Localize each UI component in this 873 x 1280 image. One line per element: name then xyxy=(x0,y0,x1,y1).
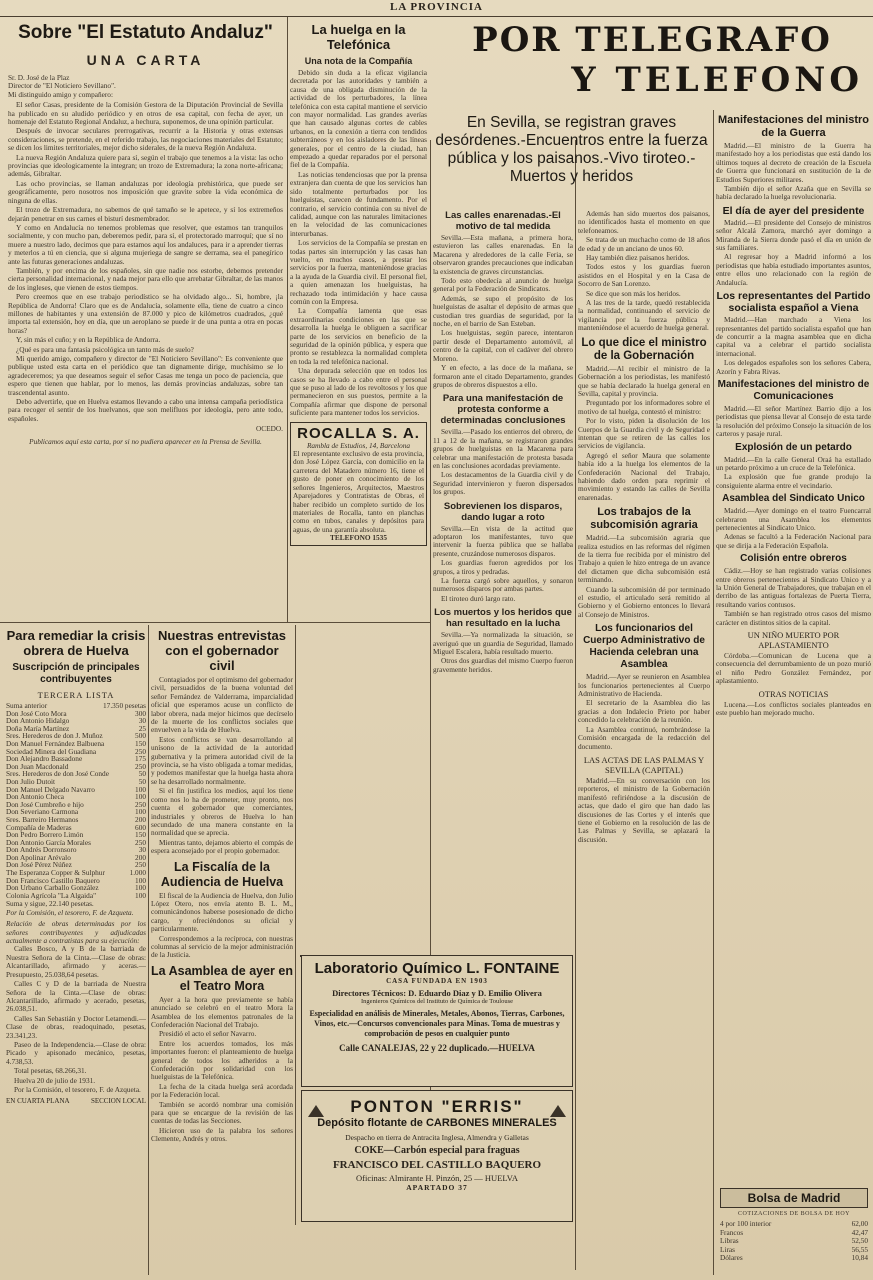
salutation: Sr. D. José de la Plaz Director de "El Noticiero Sevillano". Mi distinguido amigo y compañero: xyxy=(8,73,116,99)
article-body xyxy=(578,365,710,503)
list-title: TERCERA LISTA xyxy=(37,690,115,700)
footer-refs xyxy=(6,1097,146,1105)
headline: Sobre "El Estatuto Andaluz" xyxy=(18,22,273,43)
paragraph: Madrid.—Ayer se reunieron en Asamblea los funcionarios pertenecientes al Cuerpo Administrativo de Hacienda. xyxy=(578,672,710,699)
contributor-amount: 150 xyxy=(135,738,146,748)
paragraph: Madrid.—Al recibir el ministro de la Gobernación a los periodistas, les manifestó que se había declarado la huelga general en Sevilla, capital y provincia. xyxy=(578,363,710,398)
paragraph: Sevilla.—En vista de la actitud que adoptaron los manifestantes, tuvo que intervenir la fuerza pública que se hallaba presente, cruzándose numerosos disparos. xyxy=(433,523,573,558)
article-body xyxy=(151,996,293,1144)
contributor-name: The Esperanza Copper & Sulphur xyxy=(6,868,105,878)
column-rule xyxy=(295,625,296,1225)
paragraph: Madrid.—En su conversación con los reporteros, el ministro de la Gobernación manifestó refiriéndose a la discusión de actas, que dado el giro que han dado las discusiones de las Cortes y el interés que tiene el Gobierno en la resolución de las de Las Palmas y Sevilla, se aplazará la discusión. xyxy=(578,775,710,844)
contributor-amount: 300 xyxy=(135,708,146,718)
paragraph: Además, se supo el propósito de los huelguistas de asaltar el depósito de armas que custodian tres guardias de seguridad, por la noche, en el barrio de San Esteban. xyxy=(433,293,573,329)
paragraph: La nueva Región Andaluza quiere para sí, según el trabajo que tenemos a la vista: las ocho provincias que ideologicamente la integran; un trozo de Extremadura; la zona norte-africana; además, Gibraltar. xyxy=(8,152,283,179)
contributor-amount: 250 xyxy=(135,746,146,756)
contributor-name: Don Alejandro Bassadone xyxy=(6,754,83,764)
contributor-name: Don Andrés Dorronsoro xyxy=(6,845,77,855)
paragraph: Todo esto obedecía al anuncio de huelga general por la Federación de Sindicatos. xyxy=(433,276,573,294)
relation-list xyxy=(6,945,146,1094)
contributor-name: Don Antonio García Morales xyxy=(6,837,91,847)
arrow-right-icon xyxy=(550,1105,566,1117)
ad-address: Calle CANALEJAS, 22 y 22 duplicado.—HUELVA xyxy=(339,1043,535,1053)
paragraph: Estos conflictos se van desarrollando al unísono de la actividad de la autoridad gubernativa y la primera autoridad civil de la provincia, se ha visto obligada a tomar medidas, y podemos manifestar que la huelga hasta ahora se ha desarrollado normalmente. xyxy=(151,734,293,786)
contributor-name: Don Manuel Delgado Navarro xyxy=(6,784,95,794)
paragraph: Adenas se facultó a la Federación Nacional para que se dirija a la Federación Española. xyxy=(716,532,871,550)
paragraph: Los guardias fueron agredidos por los grupos, a tiros y pedradas. xyxy=(433,558,573,576)
ad-line1: Despacho en tierra de Antracita Inglesa, Almendra y Galletas xyxy=(345,1133,529,1142)
subhead-actas: LAS ACTAS DE LAS PALMAS Y SEVILLA (CAPITAL) xyxy=(583,754,705,775)
article-body xyxy=(716,405,871,439)
paragraph: Hicieron uso de la palabra los señores Clemente, Andrés y otros. xyxy=(151,1125,293,1144)
paragraph: Sevilla.—Pasado los entierros del obrero, de 11 a 12 de la mañana, se registraron grandes grupos de huelguistas en la Macarena para celebrar una manifestación de protesta basada en las conclusiones acordadas previamente. xyxy=(433,427,573,470)
subhead-colision: Colisión entre obreros xyxy=(740,553,847,565)
contributor-amount: 250 xyxy=(135,837,146,847)
ad-name: FRANCISCO DEL CASTILLO BAQUERO xyxy=(332,1159,542,1171)
ad-title: ROCALLA S. A. xyxy=(297,424,420,442)
article-body xyxy=(578,777,710,844)
banner-line-2: Y TELEFONO xyxy=(571,60,863,100)
paragraph: Madrid.—La subcomisión agraria que realiza estudios en las reformas del régimen de la tierra fue recibida por el ministro del Trabajo a quien le hizo entrega de un avance del dictamen que dicha subcomisión está terminando. xyxy=(578,533,710,585)
paragraph: Calles Bosco, A y B de la barriada de Nuestra Señora de la Cinta.—Clase de obras: Alcantarillado, afirmado y aceras.—Presupuesto, 25.038,64 pesetas. xyxy=(6,944,146,979)
contributor-amount: 250 xyxy=(135,799,146,809)
paragraph: Pero creemos que en ese trabajo periodístico se ha olvidado algo... Si, hombre, ¡la República de Andorra! Claro que es de Andalucía, solamente ella, tiene de cuatro a cinco millones de habitantes y una extensión de 87.000 y pico de kilómetros cuadrados, ¿qué importa tal extensión, hoy en día, que un aeroplano se puede ir de una punta a otra en pocas horas? xyxy=(8,292,283,335)
bolsa-title: Bolsa de Madrid xyxy=(747,1191,841,1205)
paragraph: Cuando la subcomisión dé por terminado el estudio, el articulado será remitido al Gobierno y el Gobierno entonces lo llevará al Consejo de Ministros. xyxy=(578,584,710,619)
contributor-amount: 100 xyxy=(135,883,146,893)
article-body xyxy=(433,525,573,604)
ponton-ad xyxy=(301,1090,573,1222)
main-headline-text: En Sevilla, se registran graves desórdenes.-Encuentros entre la fuerza pública y los paisanos.-Vivo tiroteo.-Muertos y heridos xyxy=(435,114,708,185)
paragraph: La explosión que fue grande produjo la consiguiente alarma entre el vecindario. xyxy=(716,472,871,490)
paragraph: Agregó el señor Maura que solamente había ido a la huelga los elementos de la Confederación Nacional del Trabajo, habiendo dado orden para reprimir el movimiento y estando las calles de Sevilla enarenadas. xyxy=(578,450,710,502)
footer-right: SECCION LOCAL xyxy=(90,1097,146,1106)
masthead-title: LA PROVINCIA xyxy=(390,1,483,13)
ad-subtitle: Depósito flotante de CARBONES MINERALES xyxy=(317,1117,557,1129)
bolsa-title-box xyxy=(720,1188,868,1208)
contributor-name: Sociedad Minera del Guadiana xyxy=(6,746,97,756)
footer-left: EN CUARTA PLANA xyxy=(6,1097,70,1106)
article-body xyxy=(716,701,871,718)
paragraph: Entre los acuerdos tomados, los más importantes fueron: el planteamiento de huelga general de todos los adheridos a la Confederación por solidaridad con los huelguistas de la Telefónica. xyxy=(151,1038,293,1082)
paragraph: Los huelguistas, según parece, intentaron partir desde el Departamento automóvil, al centro de la capital, con el cadáver del obrero Moreno. xyxy=(433,328,573,363)
ad-founded: CASA FUNDADA EN 1903 xyxy=(386,977,488,985)
ad-address: Oficinas: Almirante H. Pinzón, 25 — HUELVA xyxy=(356,1173,518,1183)
subhead-hacienda: Los funcionarios del Cuerpo Administrativo de Hacienda celebran una Asamblea xyxy=(583,623,705,671)
paragraph: Después de invocar seculares prerrogativas, recurrir a la Historia y otras extensas consideraciones, se pretende, en el referido trabajo, las negociaciones materiales del Estatuto; se dicen los limites territoriales, mejor dicho siderales, de la nueva Región Andaluza. xyxy=(8,126,283,153)
table-row xyxy=(720,1254,868,1262)
contributor-name: Compañía de Maderas xyxy=(6,822,72,832)
contributor-name: Don Francisco Castillo Baquero xyxy=(6,875,100,885)
paragraph: Se trata de un muchacho como de 18 años de edad y de un anciano de unos 60. xyxy=(578,235,710,253)
subhead-fiscalia: La Fiscalía de la Audiencia de Huelva xyxy=(160,859,284,889)
article-body xyxy=(716,142,871,202)
paragraph: Al regresar hoy a Madrid informó a los periodistas que había estudiado importantes asuntos, entre ellos uno relacionado con la región de Andalucía. xyxy=(716,252,871,287)
ad-subtitle: Rambla de Estudios, 14, Barcelona xyxy=(306,440,411,450)
masthead-bar xyxy=(0,0,873,17)
contributor-amount: 250 xyxy=(135,860,146,870)
paragraph: El secretario de la Asamblea dio las gracias a don Indalecio Prieto por haber concedido la celebración de la reunión. xyxy=(578,698,710,725)
paragraph: Todos estos y los guardias fueron asistidos en el Hospital y en la Casa de Socorro de San Lorenzo. xyxy=(578,262,710,289)
bolsa-header: COTIZACIONES DE BOLSA DE HOY xyxy=(738,1211,850,1217)
fontaine-ad xyxy=(301,955,573,1087)
contributor-amount: 30 xyxy=(138,845,146,855)
paragraph: Las ocho provincias, se llaman andaluzas por ideología prehistórica, que puede ser geográficamente, pero nosotros nos imposición que gravite sobre la vida económica de ninguna de ellas. xyxy=(8,178,283,205)
article-body xyxy=(8,101,283,423)
row-label: Libras xyxy=(720,1236,739,1246)
paragraph: También dijo el señor Azaña que en Sevilla se había declarado la huelga revolucionaria. xyxy=(716,184,871,202)
contributor-name: Don Manuel Fernández Balbuena xyxy=(6,738,105,748)
paragraph: Los delegados españoles son los señores Cabera, Azorín y Fabra Rivas. xyxy=(716,358,871,376)
contributor-name: Doña María Martínez xyxy=(6,723,70,733)
telegrafo-banner xyxy=(433,20,871,110)
paragraph: Madrid.—El señor Martínez Barrio dijo a los periodistas que piensa llevar al Consejo de esta tarde la resolución del próximo Consejo la situación de los carteros y pasaje rural. xyxy=(716,403,871,439)
article-telefonica xyxy=(290,22,427,620)
headline: Nuestras entrevistas con el gobernador civil xyxy=(158,628,286,673)
article-body xyxy=(290,69,427,418)
column-madrid xyxy=(716,114,871,1274)
paragraph: La fuerza cargó sobre aquellos, y sonaron numerosos disparos por ambas partes. xyxy=(433,576,573,594)
paragraph: Una depurada selección que en todos los casos se ha llevado a cabo entre el personal que se puso al lado de los revoltosos y los que permanecieron en sus puestos, permite a la Compañía afirmar que dispone de personal suficiente para mantener todos los servicios. xyxy=(290,366,427,418)
contributor-amount: 1.000 xyxy=(129,868,146,878)
contributor-amount: 100 xyxy=(135,890,146,900)
contributor-name: Don Pedro Borrero Limón xyxy=(6,830,84,840)
ad-title: Laboratorio Químico L. FONTAINE xyxy=(314,960,560,977)
contributor-amount: 17.350 pesetas xyxy=(103,701,146,710)
signature: OCEDO. xyxy=(256,424,283,434)
paragraph: Contagiados por el optimismo del gobernador civil, persuadidos de la buena voluntad del señor Fernández de Valderrama, imparcialidad oficial que esperamos acuse un conflicto de labor obrera, nada mejor hicimos que decírselo de la muerte de los conflictos sociales que envuelven a la vida de Huelva. xyxy=(151,675,293,735)
article-body xyxy=(578,673,710,751)
paragraph: Los servicios de la Compañía se prestan en todas partes sin interrupción y las casas han vuelto, en muchos casos, a prestar los servicios por la fuerza, manteniéndose gracias a la ayuda de la Guardia civil. El personal fiel, a quien amenazan los huelguistas, ha rechazado toda intimidación y hace causa común con la Empresa. xyxy=(290,238,427,306)
paragraph: ¿Qué es para una fantasía psicológica un tanto más de suelo? xyxy=(16,344,194,354)
contributor-name: Don José Coto Mora xyxy=(6,708,67,718)
contributor-name: Don Julio Dutoit xyxy=(6,776,56,786)
paragraph: Y en efecto, a las doce de la mañana, se formaron ante el citado Departamento, grandes grupos de obreros dispuestos a ello. xyxy=(433,363,573,389)
paragraph: Si el fin justifica los medios, aquí los tiene como nos lo ha de prometer, muy pronto, nos cuenta el gobernador que comerciantes, industriales y obreros de Huelva lo han secundado de una manera constante en la normalidad que se aprecia. xyxy=(151,786,293,838)
paragraph: Las noticias tendenciosas que por la prensa extranjera dan cuenta de que los servicios han sido totalmente perturbados por los huelguistas, carecen de fundamento. Por el contrario, el servicio continúa con su nivel de calidad, aunque con las naturales limitaciones en la velocidad de las comunicaciones interurbanas. xyxy=(290,169,427,238)
subhead-comunicaciones: Manifestaciones del ministro de Comunicaciones xyxy=(717,378,870,402)
table-row xyxy=(720,1237,868,1245)
paragraph: Huelva 20 de julio de 1931. xyxy=(14,1075,96,1085)
contributor-amount: 100 xyxy=(135,875,146,885)
list-item xyxy=(6,892,146,900)
paragraph: Mi querido amigo, compañero y director de "El Noticiero Sevillano": Es conveniente que publique usted esta carta en el periódico que tan dignamente dirige, muchísimo se lo agradeceremos; ya que deseamos seguir el señor Casas me tenga un poco de paciencia, que espero que tienen que hablar, por lo menos, las demás provincias andaluzas, sobre tan trascendental asunto. xyxy=(8,354,283,397)
article-body xyxy=(151,676,293,856)
paragraph: Madrid.—En la calle General Oraá ha estallado un petardo próximo a un cruce de la Telefónica. xyxy=(716,454,871,472)
article-body xyxy=(716,567,871,627)
paragraph: La fecha de la citada huelga será acordada por la Federación local. xyxy=(151,1081,293,1100)
paragraph: El trozo de Extremadura, no sabemos de qué tamaño se le apetece, y sí los extremeños dejarán penetrar en sus carnes el bisturí desmembrador. xyxy=(8,205,283,223)
subhead-agraria: Los trabajos de la subcomisión agraria xyxy=(590,506,698,532)
ad-line2: COKE—Carbón especial para fraguas xyxy=(354,1145,520,1156)
row-value: 10,84 xyxy=(851,1253,868,1263)
contributor-name: Sres. Barreiro Hermanos xyxy=(6,814,79,824)
ad-box: APARTADO 37 xyxy=(406,1183,468,1192)
kicker: Una nota de la Compañía xyxy=(304,56,413,66)
paragraph: La Asamblea continuó, nombrándose la Comisión encargada de la redacción del documento. xyxy=(578,724,710,751)
row-label: Francos xyxy=(720,1227,744,1237)
table-row xyxy=(720,1229,868,1237)
contributor-amount: 500 xyxy=(135,731,146,741)
paragraph: Ayer a la hora que previamente se había anunciado se celebró en el teatro Mora la Asamblea de los elementos patronales de la Confederación Nacional del Trabajo. xyxy=(151,994,293,1029)
column-rule xyxy=(713,110,714,1275)
contributor-amount: 175 xyxy=(135,754,146,764)
article-body xyxy=(433,234,573,389)
subhead-ministro: Lo que dice el ministro de la Gobernación xyxy=(581,336,707,362)
article-body xyxy=(716,316,871,376)
paragraph: Calles C y D de la barriada de Nuestra Señora de la Cinta.—Clase de obras: Alcantarillado, afirmado y acerado, pesetas, 26.038,51. xyxy=(6,979,146,1014)
ad-title: PONTON "ERRIS" xyxy=(350,1097,524,1116)
contributor-amount: 100 xyxy=(135,807,146,817)
subheadline: Suscripción de principales contribuyentes xyxy=(12,662,140,685)
contributor-name: Don Severiano Carmona xyxy=(6,807,79,817)
paragraph: Madrid.—El presidente del Consejo de ministros señor Alcalá Zamora, marchó ayer domingo a Miranda de la Sierra donde pasó el día en unión de sus familiares. xyxy=(716,217,871,253)
paragraph: A las tres de la tarde, quedó restablecida la normalidad, continuando el servicio de vigilancia por la fuerza pública y manteniéndose el acuerdo de huelga general. xyxy=(578,298,710,333)
article-body xyxy=(716,456,871,491)
contributor-amount: 150 xyxy=(135,830,146,840)
paragraph: Madrid.—El ministro de la Guerra ha manifestado hoy a los periodistas que está dando los últimos toques al decreto de creación de la Escuela de Guerra que funcionará en sustitución de la de Estudios Superiores militares. xyxy=(716,141,871,184)
main-headline xyxy=(433,114,710,204)
ad-engineers: Ingenieros Químicos del Instituto de Química de Toulouse xyxy=(361,998,513,1005)
column-rule xyxy=(287,17,288,622)
relation-title: Relación de obras determinadas por los señores contribuyentes y adjudicadas actualmente a contratistas para su ejecución: xyxy=(6,919,146,946)
editor-note: Publicamos aquí esta carta, por si no pudiera aparecer en la Prensa de Sevilla. xyxy=(29,436,262,446)
list-signature: Por la Comisión, el tesorero, F. de Azqueta. xyxy=(6,907,134,917)
contributor-amount: 200 xyxy=(135,852,146,862)
rocalla-ad xyxy=(290,422,427,546)
list-total: Suma y sigue, 22.140 pesetas. xyxy=(6,899,94,909)
contributor-amount: 100 xyxy=(135,792,146,802)
contributor-list xyxy=(6,702,146,899)
row-value: 62,00 xyxy=(851,1219,868,1229)
contributor-amount: 250 xyxy=(135,761,146,771)
paragraph: También, y por encima de los españoles, sin que nadie nos estorbe, debemos pretender cierta personalidad internacional, y nada mejor para ello que arrebatar Gibraltar, de las manos de los ingleses, que vienen de estos tiempos. xyxy=(8,265,283,292)
paragraph: Paseo de la Independencia.—Clase de obra: Picado y apisonado mecánico, pesetas, 4.738,53. xyxy=(6,1039,146,1066)
paragraph: El fiscal de la Audiencia de Huelva, don Julio López Otero, nos envía atento B. L. M., comunicándonos haberse posesionado de dicho cargo, y ofreciéndonos su oficial y particularmente. xyxy=(151,890,293,934)
arrow-left-icon xyxy=(308,1105,324,1117)
ad-text: El representante exclusivo de esta provincia, don José López García, con domicilio en la carretera del Matadero número 16, tiene el gusto de poner en conocimiento de los señores Ingenieros, Arquitectos, Maestros Aparejadores y Contratistas de Obras, el haber recibido un completo surtido de los materiales de Rocalla, tanto en planchas como en tubos, canales y depósitos para aguas, de una garantía absoluta. xyxy=(293,449,424,534)
section-rule xyxy=(0,622,430,623)
ad-phone: TELEFONO 1535 xyxy=(330,533,387,543)
subhead-asamblea: La Asamblea de ayer en el Teatro Mora xyxy=(151,963,293,993)
bolsa-table xyxy=(720,1220,868,1262)
contributor-name: Suma anterior xyxy=(6,701,48,710)
paragraph: Además han sido muertos dos paisanos, no identificados hasta el momento en que telefoneamos. xyxy=(578,210,710,235)
subhead-nino: UN NIÑO MUERTO POR APLASTAMIENTO xyxy=(747,630,840,651)
paragraph: Presidió el acto el señor Navarro. xyxy=(159,1029,257,1039)
paragraph: También se acordó nombrar una comisión para que se encargue de la revisión de las cuentas de todas las Secciones. xyxy=(151,1099,293,1126)
paragraph: Córdoba.—Comunican de Lucena que a consecuencia del derrumbamiento de un pozo murió el niño Pedro González Fernández, por aplastamiento. xyxy=(716,651,871,686)
subhead-presidente: El día de ayer del presidente xyxy=(722,204,865,217)
paragraph: Por lo visto, piden la disolución de los Cuerpos de la Guardia civil y de Seguridad e intentan que se retiren de las calles los servicios de vigilancia. xyxy=(578,416,710,451)
subhead-socialistas: Los representantes del Partido socialista español a Viena xyxy=(716,290,871,315)
contributor-name: Don José Pérez Núñez xyxy=(6,860,72,870)
article-body xyxy=(716,507,871,550)
contributor-amount: 50 xyxy=(138,769,146,779)
ad-directors: Directores Técnicos: D. Eduardo Diaz y D. Emilio Olivera xyxy=(332,988,542,998)
paragraph: Correspondemos a la recíproca, con nuestras columnas al servicio de la mejor administración de la Justicia. xyxy=(151,933,293,960)
article-crisis xyxy=(6,628,146,1276)
contributor-amount: 200 xyxy=(135,814,146,824)
paragraph: Se dice que son más los heridos. xyxy=(586,288,681,298)
article-body xyxy=(433,631,573,674)
paragraph: Madrid.—Han marchado a Viena los representantes del partido socialista español que han de concurrir a la magna asamblea que en dicha capital va a celebrar el partido socialista internacional. xyxy=(716,315,871,358)
subhead-guerra: Manifestaciones del ministro de la Guerra xyxy=(718,114,869,139)
subhead-otras: OTRAS NOTICIAS xyxy=(758,688,829,699)
paragraph: Cádiz.—Hoy se han registrado varias colisiones entre obreros pertenecientes al Sindicato Unico y a la Unión General de Trabajadores, que trabajan en el derribo de las antiguas fortalezas de Puerta Tierra, resultando varios contusos. xyxy=(716,566,871,609)
paragraph: Mientras tanto, dejamos abierto el compás de espera aconsejado por el propio gobernador. xyxy=(151,837,293,856)
contributor-name: Don Apolinar Arévalo xyxy=(6,852,71,862)
contributor-amount: 50 xyxy=(138,776,146,786)
subhead-calles: Las calles enarenadas.-El motivo de tal medida xyxy=(445,210,561,232)
article-body xyxy=(433,428,573,496)
paragraph: Los destacamentos de la Guardia civil y de Seguridad intervinieron y fueron dispersados los grupos. xyxy=(433,470,573,497)
paragraph: Debo advertirle, que en Huelva estamos llevando a cabo una intensa campaña periodística para recoger el sentir de los huelvanos, que son melifluos por ideología, pero ante todo, españoles. xyxy=(8,397,283,423)
article-gobernador xyxy=(151,628,293,1226)
subhead-disparos: Sobrevienen los disparos, dando lugar a roto xyxy=(443,500,563,523)
paragraph: El señor Casas, presidente de la Comisión Gestora de la Diputación Provincial de Sevilla ha publicado en su aludido periódico y en otros de esa capital, con fecha de ayer, un homenaje del Estatuto Regional Andaluz, a hechura, suponemos, de una opinión particular. xyxy=(8,100,283,127)
contributor-name: Sres. Herederos de don José Conde xyxy=(6,769,109,779)
row-value: 52,50 xyxy=(851,1236,868,1246)
article-body xyxy=(578,210,710,333)
paragraph: Y, sin más el cuño; y en la República de Andorra. xyxy=(16,335,161,345)
paragraph: Otros dos guardias del mismo Cuerpo fueron gravemente heridos. xyxy=(433,656,573,674)
contributor-amount: 25 xyxy=(138,723,146,733)
banner-line-1: POR TELEGRAFO xyxy=(472,20,832,60)
row-value: 42,47 xyxy=(851,1227,868,1237)
row-value: 56,55 xyxy=(851,1244,868,1254)
paragraph: La Compañía lamenta que esas extraordinarias condiciones en las que se desarrolla la huelga le obliguen a sacrificar parte de los servicios en beneficio de la seguridad de la opinión pública, y espera que pronto se restablezca la normalidad completa en toda la red telefónica nacional. xyxy=(290,306,427,366)
contributor-name: Sres. Herederos de don J. Muñoz xyxy=(6,731,103,741)
row-label: Dólares xyxy=(720,1253,743,1263)
contributor-name: Don Antonio Hidalgo xyxy=(6,716,70,726)
contributor-amount: 600 xyxy=(135,822,146,832)
headline: Para remediar la crisis obrera de Huelva xyxy=(6,628,146,658)
paragraph: Debido sin duda a la eficaz vigilancia decretada por las autoridades y también a causa de una obligada disminución de la actividad de los perturbadores, la línea telefónica con esta capital mantiene el servicio con mayor normalidad. Las grandes averías que han causado algunas cortes de cables urbanos, en la conexión a tierra con tendidos subterráneos y en los aisladores de las líneas generales, por el centro de la ciudad, han empezado a quedar reparados por el personal fiel de la Compañía. xyxy=(290,68,427,170)
subhead-petardo: Explosión de un petardo xyxy=(735,441,852,453)
subhead-muertos: Los muertos y los heridos que han resultado en la lucha xyxy=(434,607,572,630)
paragraph: Sevilla.—Esta mañana, a primera hora, estuvieron las calles enarenadas. En la Macarena y alrededores de la calle Feria, se observaron grandes precauciones que indicaban la existencia de graves circunstancias. xyxy=(433,233,573,276)
subhead-sindicato: Asamblea del Sindicato Unico xyxy=(722,493,865,505)
column-rule xyxy=(575,140,576,1270)
paragraph: Lucena.—Los conflictos sociales planteados en este pueblo han mejorado mucho. xyxy=(716,699,871,718)
subhead-manifestacion: Para una manifestación de protesta conforme a determinadas conclusiones xyxy=(440,393,566,427)
article-body xyxy=(578,534,710,619)
article-estatuto xyxy=(8,22,283,620)
contributor-name: Colonia Agrícola "La Algaida" xyxy=(6,890,97,900)
paragraph: Madrid.—Ayer domingo en el teatro Fuencarral celebraron una Asamblea los elementos pertenecientes al Sindicato Unico. xyxy=(716,506,871,532)
contributor-name: Don Antonio Checa xyxy=(6,792,64,802)
article-gobernacion xyxy=(578,210,710,1220)
article-body xyxy=(151,892,293,960)
paragraph: Preguntado por los informadores sobre el motivo de tal huelga, contestó el ministro: xyxy=(578,398,710,416)
contributor-amount: 30 xyxy=(138,716,146,726)
paragraph: Total pesetas, 68.266,31. xyxy=(14,1066,87,1076)
paragraph: Por la Comisión, el tesorero, F. de Azqueta. xyxy=(14,1084,141,1094)
paragraph: El tiroteo duró largo rato. xyxy=(441,593,516,603)
article-body xyxy=(716,652,871,686)
article-body xyxy=(716,219,871,287)
row-label: 4 por 100 interior xyxy=(720,1219,772,1229)
ad-specialty: Especialidad en análisis de Minerales, Metales, Abonos, Tierras, Carbones, Vinos, etc.—Concursos convencionales para Minas. Toma de muestras y comprobación de pesos en cualquier punto xyxy=(309,1009,565,1038)
contributor-name: Don Juan Macdonald xyxy=(6,761,69,771)
contributor-name: Don José Cumbreño e hijo xyxy=(6,799,84,809)
paragraph: Y como en Andalucía no tenemos problemas que resolver, que estamos tan tranquilos socialmente, y con mucho pan, deberemos pedir, para sí, el protectorado marroquí; que sí no muere a nuestro lado, decimos que para estamos aquí los andaluces, para ir a aprender tierras y meterlos a tú en ciencia, que si alguna mujeriega de sangre se derrama, sea el panegírico ante las futuras generaciones andaluzas. xyxy=(8,222,283,266)
contributor-name: Don Urbano Carballo González xyxy=(6,883,99,893)
column-rule xyxy=(148,625,149,1275)
subheadline: UNA CARTA xyxy=(86,52,205,68)
paragraph: Calles San Sebastián y Doctor Letamendi.—Clase de obras, readoquinado, pesetas, 23.341,23. xyxy=(6,1013,146,1040)
paragraph: Sevilla.—Ya normalizada la situación, se averiguó que un guardia de Seguridad, llamado Miguel Escalera, había resultado muerto. xyxy=(433,630,573,657)
paragraph: También se han registrado otros casos del mismo carácter en distintos sitios de la capital. xyxy=(716,609,871,627)
bolsa-box xyxy=(720,1188,868,1274)
row-label: Liras xyxy=(720,1244,735,1254)
paragraph: Hay también diez paisanos heridos. xyxy=(586,253,690,263)
contributor-amount: 100 xyxy=(135,784,146,794)
headline: La huelga en la Telefónica xyxy=(311,22,406,52)
